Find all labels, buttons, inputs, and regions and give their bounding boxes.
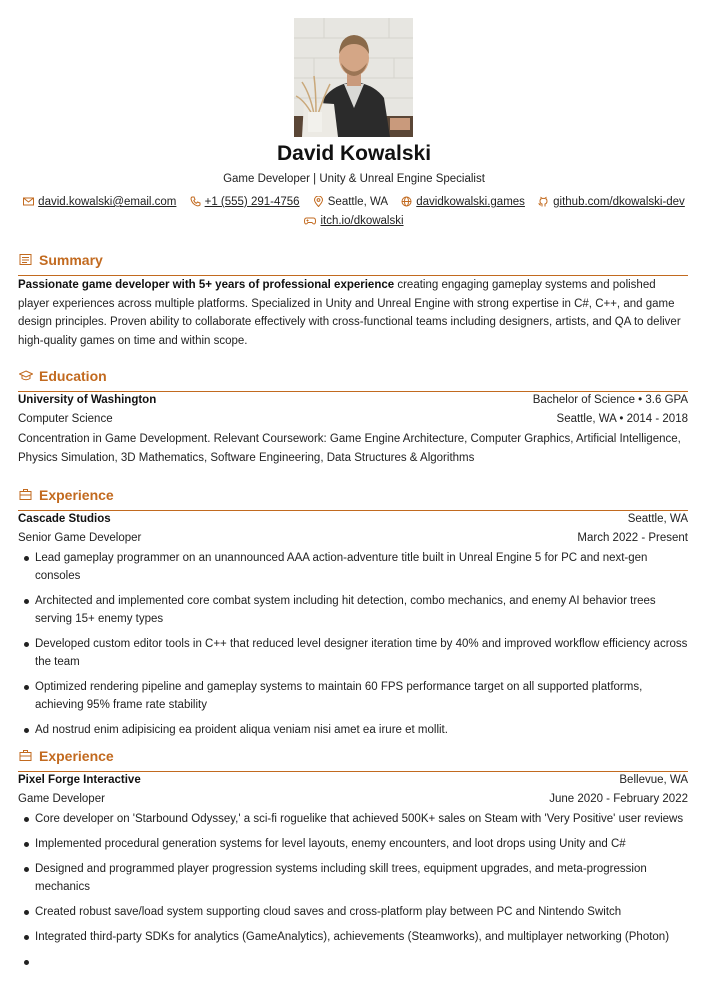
job-row-2 — [18, 532, 688, 548]
contact-itch — [304, 215, 403, 227]
company-name: Pixel Forge Interactive — [18, 774, 141, 786]
experience-title: Experience — [39, 487, 114, 503]
contact-phone — [190, 196, 300, 208]
bullet-item — [18, 953, 688, 971]
job-role: Game Developer — [18, 793, 105, 805]
contact-location — [313, 196, 388, 208]
job-row-2 — [18, 793, 688, 809]
github-link[interactable]: github.com/dkowalski-dev — [553, 196, 685, 208]
job-location: Seattle, WA — [627, 513, 688, 525]
headline: Game Developer | Unity & Unreal Engine Specialist — [223, 173, 485, 185]
field-of-study: Computer Science — [18, 413, 113, 425]
bullet-item: Integrated third-party SDKs for analytics (GameAnalytics), achievements (Steamworks), and multiplayer networking (Photon) — [18, 928, 688, 946]
location-text: Seattle, WA — [327, 196, 389, 208]
website-link[interactable]: davidkowalski.games — [416, 196, 525, 208]
email-link[interactable]: david.kowalski@email.com — [38, 196, 177, 208]
profile-photo — [294, 18, 413, 137]
experience-title: Experience — [39, 748, 114, 764]
education-details: Concentration in Game Development. Relevant Coursework: Game Engine Architecture, Computer Graphics, Artificial Intelligence, Physics Simulation, 3D Mathematics, Software Engineering, Data Structures & Algorithms — [18, 433, 681, 464]
contact-github — [538, 196, 685, 208]
phone-link[interactable]: +1 (555) 291-4756 — [204, 196, 300, 208]
summary-title: Summary — [39, 252, 103, 268]
location-pin-icon — [313, 196, 324, 207]
job-bullets — [18, 549, 688, 746]
graduation-cap-icon — [19, 369, 33, 382]
briefcase-icon — [19, 488, 32, 501]
job-role: Senior Game Developer — [18, 532, 142, 544]
gamepad-icon — [304, 215, 316, 226]
github-icon — [538, 196, 549, 207]
contact-email — [23, 196, 176, 208]
education-row-2 — [18, 413, 688, 429]
document-icon — [19, 253, 32, 266]
experience-heading — [18, 487, 688, 511]
job-bullets — [18, 810, 688, 978]
bullet-item: Implemented procedural generation systems for level layouts, enemy encounters, and loot drops using Unity and C# — [18, 835, 688, 853]
bullet-item: Ad nostrud enim adipisicing ea proident aliqua veniam nisi amet ea irure et mollit. — [18, 721, 688, 739]
contact-row-2 — [18, 215, 690, 227]
bullet-item: Designed and programmed player progression systems including skill trees, equipment upgrades, and meta-progression mechanics — [18, 860, 688, 896]
bullet-item: Core developer on 'Starbound Odyssey,' a sci-fi roguelike that achieved 500K+ sales on Steam with 'Very Positive' user reviews — [18, 810, 688, 828]
contact-website — [401, 196, 525, 208]
bullet-item: Created robust save/load system supporting cloud saves and cross-platform play between PC and Nintendo Switch — [18, 903, 688, 921]
phone-icon — [190, 196, 201, 207]
job-row — [18, 774, 688, 790]
job-location: Bellevue, WA — [619, 774, 688, 786]
school-name: University of Washington — [18, 394, 157, 406]
summary-body: creating engaging gameplay systems and polished player experiences across multiple platforms. Specialized in Unity and Unreal Engine with strong expertise in C#, C++, and game design principles. Proven ability to collaborate effectively with cross-functional teams including designers, artists, and QA to deliver high-quality games on time and within scope. — [18, 279, 681, 347]
email-icon — [23, 196, 34, 207]
experience-heading — [18, 748, 688, 772]
itch-link[interactable]: itch.io/dkowalski — [320, 215, 404, 227]
bullet-item: Lead gameplay programmer on an unannounced AAA action-adventure title built in Unreal Engine 5 for PC and next-gen consoles — [18, 549, 688, 585]
briefcase-icon — [19, 749, 32, 762]
bullet-item: Optimized rendering pipeline and gameplay systems to maintain 60 FPS performance target on all supported platforms, achieving 95% frame rate stability — [18, 678, 688, 714]
summary-lead: Passionate game developer with 5+ years of professional experience — [18, 279, 395, 291]
job-dates: June 2020 - February 2022 — [549, 793, 688, 805]
education-heading — [18, 368, 688, 392]
contact-row — [18, 196, 690, 208]
bullet-item: Developed custom editor tools in C++ that reduced level designer iteration time by 40% and improved workflow efficiency across the team — [18, 635, 688, 671]
candidate-name: David Kowalski — [276, 142, 432, 165]
globe-icon — [401, 196, 412, 207]
education-row — [18, 394, 688, 410]
job-row — [18, 513, 688, 529]
degree: Bachelor of Science • 3.6 GPA — [532, 394, 688, 406]
company-name: Cascade Studios — [18, 513, 111, 525]
summary-text — [18, 276, 688, 350]
bullet-item: Architected and implemented core combat system including hit detection, combo mechanics, and enemy AI behavior trees serving 15+ enemy types — [18, 592, 688, 628]
education-title: Education — [39, 368, 107, 384]
education-place-dates: Seattle, WA • 2014 - 2018 — [556, 413, 688, 425]
summary-heading — [18, 252, 688, 276]
job-dates: March 2022 - Present — [577, 532, 688, 544]
